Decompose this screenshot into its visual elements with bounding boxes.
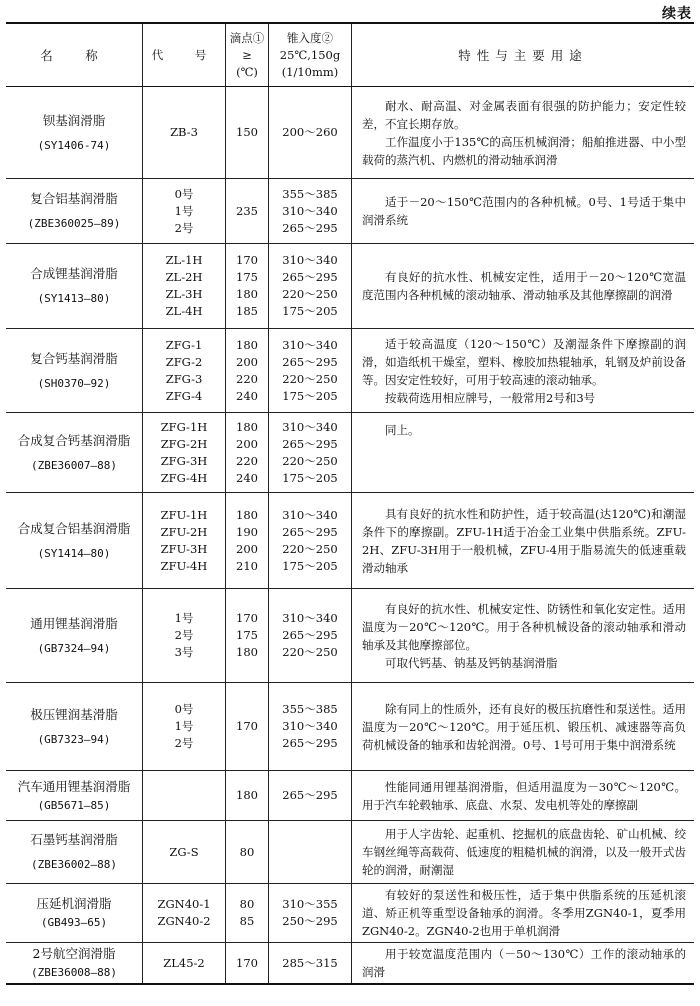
grade-code-line: ZFG-3H xyxy=(160,453,208,468)
usage-description xyxy=(352,771,695,821)
grease-name-cell xyxy=(6,943,143,985)
dropping-point-line: 220 xyxy=(236,371,258,386)
penetration-line: 265～295 xyxy=(282,270,338,284)
penetration-line: 355～385 xyxy=(282,186,338,201)
usage-paragraph: 耐水、耐高温、对金属表面有很强的防护能力；安定性较差，不宜长期存放。 xyxy=(362,98,686,131)
dropping-point-line: 200 xyxy=(236,436,258,451)
grade-code xyxy=(143,683,226,771)
dropping-point-line: 200 xyxy=(236,354,258,369)
penetration-line: 220～250 xyxy=(282,287,338,301)
penetration-line: 355～385 xyxy=(282,702,338,716)
grade-code-line: ZG-S xyxy=(169,844,199,859)
standard-number: (GB5671—85) xyxy=(37,798,111,812)
usage-paragraph: 用于人字齿轮、起重机、挖掘机的底盘齿轮、矿山机械、绞车钢丝绳等高载荷、低速度的粗糙机械的润滑，以及一般开式齿轮的润滑，耐潮湿 xyxy=(362,827,686,877)
grade-code xyxy=(143,244,226,329)
dropping-point-line: 220 xyxy=(236,453,258,468)
penetration-line: 310～355 xyxy=(282,897,338,911)
dropping-point-line: 180 xyxy=(236,507,258,522)
grade-code-line: ZB-3 xyxy=(170,125,198,139)
table-row xyxy=(6,683,694,771)
usage-paragraph: 用于较宽温度范围内（－50～130℃）工作的滚动轴承的润滑 xyxy=(362,947,686,979)
dropping-point xyxy=(226,244,269,329)
penetration xyxy=(269,179,352,244)
usage-description xyxy=(352,683,695,771)
grease-table xyxy=(6,22,694,985)
table-row xyxy=(6,87,694,179)
usage-description xyxy=(352,943,695,985)
dropping-point xyxy=(226,771,269,821)
grade-code-line: ZFU-1H xyxy=(160,507,208,522)
dropping-point xyxy=(226,943,269,985)
penetration-line: 220～250 xyxy=(282,541,338,556)
dropping-point-line: 240 xyxy=(236,470,258,485)
grade-code-line: ZL45-2 xyxy=(163,955,205,970)
usage-paragraph: 有较好的泵送性和极压性，适于集中供脂系统的压延机滚道、矫正机等重型设备轴承的润滑。冬季用ZGN40-1，夏季用ZGN40-2。ZGN40-2也用于单机润滑 xyxy=(362,888,686,938)
grade-code-line: 0号 xyxy=(174,702,194,716)
dropping-point-line: 180 xyxy=(236,645,258,659)
penetration-line: 310～340 xyxy=(282,611,338,625)
grade-code-line: ZFU-3H xyxy=(160,541,208,556)
usage-description xyxy=(352,179,695,244)
grade-code-line: 1号 xyxy=(174,611,194,625)
penetration-line: 285～315 xyxy=(282,955,338,970)
grease-name-cell xyxy=(6,771,143,821)
penetration-line: 310～340 xyxy=(282,203,338,218)
usage-description xyxy=(352,821,695,884)
dropping-point xyxy=(226,413,269,493)
standard-number: (GB493—65) xyxy=(40,916,108,929)
penetration-line: 175～205 xyxy=(282,304,338,318)
grade-code-line: ZFG-3 xyxy=(165,371,203,386)
grade-code-line: 2号 xyxy=(174,628,194,642)
grease-name-cell xyxy=(6,413,143,493)
grease-name: 合成锂基润滑脂 xyxy=(30,266,118,281)
penetration-line: 265～295 xyxy=(282,788,338,802)
usage-paragraph: 可取代钙基、钠基及钙钠基润滑脂 xyxy=(385,655,558,670)
standard-number: (SY1413—80) xyxy=(37,292,111,305)
dropping-point xyxy=(226,493,269,589)
dropping-point-line: 150 xyxy=(236,125,258,139)
grease-name: 复合钙基润滑脂 xyxy=(30,350,118,366)
penetration-line: 310～340 xyxy=(282,337,338,352)
table-row xyxy=(6,244,694,329)
grease-name: 通用锂基润滑脂 xyxy=(30,615,118,631)
dropping-point-line: 85 xyxy=(239,914,255,928)
grade-code-line: 0号 xyxy=(174,186,194,201)
penetration-line: 265～295 xyxy=(282,354,338,369)
dropping-point xyxy=(226,87,269,179)
penetration-line: 265～295 xyxy=(282,736,338,750)
grease-name-cell xyxy=(6,244,143,329)
penetration xyxy=(269,771,352,821)
grade-code-line: ZFU-2H xyxy=(160,524,208,539)
dropping-point-line: 210 xyxy=(236,558,258,573)
grade-code-line: 1号 xyxy=(174,719,194,733)
penetration-line: 265～295 xyxy=(282,628,338,642)
grade-code-line: ZFG-2H xyxy=(160,436,208,451)
grease-name-cell xyxy=(6,87,143,179)
grade-code-line: ZFG-1H xyxy=(160,419,208,434)
grease-name-cell xyxy=(6,179,143,244)
usage-description xyxy=(352,329,695,413)
penetration-line: 310～340 xyxy=(282,719,338,733)
grade-code xyxy=(143,413,226,493)
penetration xyxy=(269,884,352,943)
table-row xyxy=(6,329,694,413)
dropping-point xyxy=(226,589,269,683)
standard-number: (GB7324—94) xyxy=(37,641,111,655)
usage-paragraph: 适于－20～150℃范围内的各种机械。0号、1号适于集中润滑系统 xyxy=(362,195,686,227)
usage-description xyxy=(352,884,695,943)
grease-name: 压延机润滑脂 xyxy=(36,896,112,911)
grade-code xyxy=(143,87,226,179)
grade-code-line: ZGN40-2 xyxy=(157,914,211,928)
dropping-point xyxy=(226,683,269,771)
grade-code xyxy=(143,589,226,683)
standard-number: (SH0370—92) xyxy=(37,376,111,390)
usage-paragraph: 有良好的抗水性、机械安定性，适用于－20～120℃宽温度范围内各种机械的滚动轴承、滑动轴承及其他摩擦副的润滑 xyxy=(362,270,686,302)
usage-paragraph: 按载荷选用相应牌号，一般常用2号和3号 xyxy=(385,390,596,405)
grease-name: 合成复合钙基润滑脂 xyxy=(17,432,131,448)
usage-description xyxy=(352,244,695,329)
penetration-line: 220～250 xyxy=(282,371,338,386)
dropping-point-line: 190 xyxy=(236,524,258,539)
usage-paragraph: 适于较高温度（120～150℃）及潮湿条件下摩擦副的润滑，如造纸机干燥室，塑料、橡胶加热辊轴承，轧钢及炉前设备等。因安定性较好，可用于较高速的滚动轴承。 xyxy=(362,336,686,387)
dropping-point-line: 170 xyxy=(236,253,258,267)
penetration-line: 265～295 xyxy=(282,436,338,451)
grease-name: 2号航空润滑脂 xyxy=(32,946,116,961)
dropping-point-line: 180 xyxy=(236,419,258,434)
dropping-point-line: 240 xyxy=(236,388,258,403)
grade-code-line: 2号 xyxy=(174,220,194,235)
header-usage: 特性与主要用途 xyxy=(352,23,695,87)
grade-code-line: ZFG-1 xyxy=(165,337,203,352)
grease-name: 钡基润滑脂 xyxy=(42,112,106,128)
dropping-point-line: 170 xyxy=(236,719,258,733)
dropping-point-line: 180 xyxy=(236,337,258,352)
standard-number: (SY1406-74) xyxy=(37,138,111,152)
dropping-point-line: 175 xyxy=(236,628,258,642)
penetration-line: 175～205 xyxy=(282,388,338,403)
grade-code-line: ZFU-4H xyxy=(160,558,208,573)
dropping-point-line: 185 xyxy=(236,304,258,318)
grade-code xyxy=(143,179,226,244)
penetration-line: 175～205 xyxy=(282,558,338,573)
dropping-point-line: 235 xyxy=(236,203,258,218)
grease-name-cell xyxy=(6,589,143,683)
penetration xyxy=(269,244,352,329)
penetration-line: 200～260 xyxy=(282,125,338,139)
grade-code-line: 2号 xyxy=(174,736,194,750)
grade-code-line: ZFG-4H xyxy=(160,470,208,485)
dropping-point-line: 170 xyxy=(236,955,258,970)
table-row xyxy=(6,179,694,244)
grade-code-line: 1号 xyxy=(174,203,194,218)
grade-code xyxy=(143,821,226,884)
grade-code-line: ZL-2H xyxy=(165,270,203,284)
penetration-line: 310～340 xyxy=(282,507,338,522)
header-code: 代 号 xyxy=(143,23,226,87)
grade-code-line: ZL-1H xyxy=(165,253,203,267)
grade-code-line: ZFG-4 xyxy=(165,388,203,403)
grade-code xyxy=(143,493,226,589)
header-row xyxy=(6,23,694,87)
usage-paragraph: 除有同上的性质外，还有良好的极压抗磨性和泵送性。适用温度为－20℃～120℃。用于延压机、锻压机、减速器等高负荷机械设备的轴承和齿轮润滑。0号、1号可用于集中润滑系统 xyxy=(362,701,686,752)
grade-code-line: 3号 xyxy=(174,645,194,659)
grease-name-cell xyxy=(6,329,143,413)
dropping-point-line: 80 xyxy=(239,897,255,911)
table-row xyxy=(6,884,694,943)
table-row xyxy=(6,771,694,821)
dropping-point xyxy=(226,884,269,943)
grade-code xyxy=(143,329,226,413)
grade-code xyxy=(143,771,226,821)
grease-name-cell xyxy=(6,683,143,771)
standard-number: (SY1414—80) xyxy=(37,546,111,560)
table-row xyxy=(6,821,694,884)
grease-name: 汽车通用锂基润滑脂 xyxy=(17,778,131,794)
penetration xyxy=(269,329,352,413)
dropping-point xyxy=(226,329,269,413)
standard-number: (ZBE36008—88) xyxy=(30,966,118,979)
table-row xyxy=(6,589,694,683)
penetration-line: 220～250 xyxy=(282,453,338,468)
dropping-point-line: 180 xyxy=(236,788,258,802)
penetration xyxy=(269,493,352,589)
grease-name-cell xyxy=(6,821,143,884)
grade-code-line: ZL-4H xyxy=(165,304,203,318)
dropping-point xyxy=(226,179,269,244)
usage-description xyxy=(352,87,695,179)
dropping-point-line: 180 xyxy=(236,287,258,301)
grease-name: 石墨钙基润滑脂 xyxy=(30,832,118,847)
dropping-point-line: 170 xyxy=(236,611,258,625)
usage-paragraph: 工作温度小于135℃的高压机械润滑；船舶推进器、中小型载荷的蒸汽机、内燃机的滑动轴承润滑 xyxy=(362,134,686,167)
header-name: 名 称 xyxy=(6,23,143,87)
penetration-line: 310～340 xyxy=(282,253,338,267)
header-dropping-point: 滴点① ≥ (℃) xyxy=(226,23,269,87)
standard-number: (ZBE360025—89) xyxy=(27,217,121,230)
penetration xyxy=(269,683,352,771)
usage-description xyxy=(352,413,695,493)
grade-code-line: ZFG-2 xyxy=(165,354,203,369)
usage-description xyxy=(352,589,695,683)
standard-number: (ZBE36007—88) xyxy=(30,458,118,472)
grease-name: 合成复合铝基润滑脂 xyxy=(17,520,131,536)
penetration-line: 265～295 xyxy=(282,524,338,539)
penetration-line: 310～340 xyxy=(282,419,338,434)
penetration-line: 175～205 xyxy=(282,470,338,485)
dropping-point xyxy=(226,821,269,884)
grease-name-cell xyxy=(6,493,143,589)
grade-code xyxy=(143,943,226,985)
grease-name: 复合铝基润滑脂 xyxy=(30,191,118,206)
table-row xyxy=(6,493,694,589)
dropping-point-line: 80 xyxy=(239,844,255,859)
penetration xyxy=(269,821,352,884)
continued-label: 续表 xyxy=(662,6,692,22)
penetration-line: 265～295 xyxy=(282,220,338,235)
usage-paragraph: 同上。 xyxy=(385,423,420,437)
penetration xyxy=(269,943,352,985)
header-penetration: 锥入度② 25℃,150g (1/10mm) xyxy=(269,23,352,87)
usage-description xyxy=(352,493,695,589)
grade-code xyxy=(143,884,226,943)
grade-code-line: ZGN40-1 xyxy=(157,897,211,911)
standard-number: (ZBE36002—88) xyxy=(30,858,118,871)
penetration xyxy=(269,87,352,179)
penetration-line: 250～295 xyxy=(282,914,338,928)
penetration-line: 220～250 xyxy=(282,645,338,659)
usage-paragraph: 具有良好的抗水性和防护性，适于较高温(达120℃)和潮湿条件下的摩擦副。ZFU-1H适于冶金工业集中供脂系统。ZFU-2H、ZFU-3H用于一般机械，ZFU-4用于脂易流失的低速重载滑动轴承 xyxy=(362,506,686,575)
grease-name-cell xyxy=(6,884,143,943)
grease-name: 极压锂润基滑脂 xyxy=(30,706,118,722)
table-row xyxy=(6,943,694,985)
penetration xyxy=(269,413,352,493)
grade-code-line: ZL-3H xyxy=(165,287,203,301)
usage-paragraph: 性能同通用锂基润滑脂，但适用温度为－30℃～120℃。用于汽车轮毂轴承、底盘、水泵、发电机等处的摩擦副 xyxy=(362,779,686,812)
table-row xyxy=(6,413,694,493)
usage-paragraph: 有良好的抗水性、机械安定性、防锈性和氧化安定性。适用温度为－20℃～120℃。用于各种机械设备的滚动轴承和滑动轴承及其他摩擦部位。 xyxy=(362,601,686,652)
penetration xyxy=(269,589,352,683)
dropping-point-line: 175 xyxy=(236,270,258,284)
standard-number: (GB7323—94) xyxy=(37,732,111,746)
dropping-point-line: 200 xyxy=(236,541,258,556)
